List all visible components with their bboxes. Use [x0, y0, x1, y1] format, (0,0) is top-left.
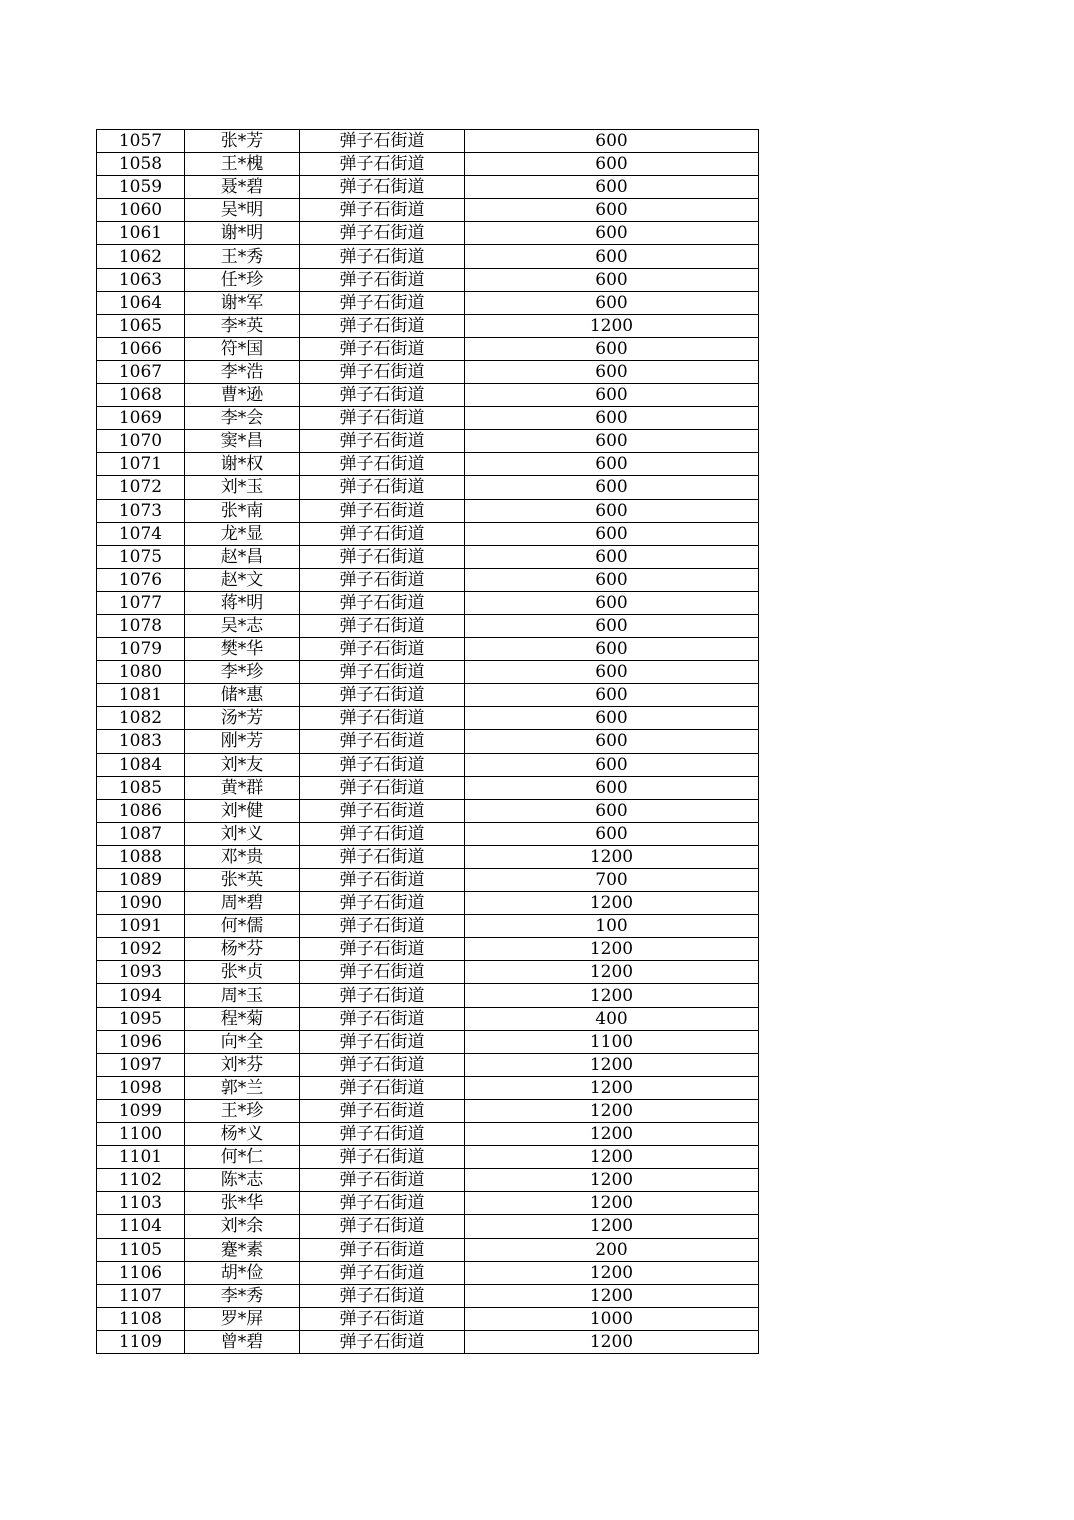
row-number-cell: 1102 [97, 1169, 185, 1192]
street-cell: 弹子石街道 [300, 984, 465, 1007]
row-number-cell: 1068 [97, 384, 185, 407]
row-number-cell: 1061 [97, 222, 185, 245]
amount-cell: 600 [465, 730, 759, 753]
amount-cell: 600 [465, 799, 759, 822]
amount-cell: 1200 [465, 1192, 759, 1215]
row-number-cell: 1092 [97, 938, 185, 961]
amount-cell: 1200 [465, 1261, 759, 1284]
amount-cell: 600 [465, 268, 759, 291]
street-cell: 弹子石街道 [300, 430, 465, 453]
table-row [97, 1261, 759, 1284]
table-row [97, 1123, 759, 1146]
street-cell: 弹子石街道 [300, 384, 465, 407]
name-cell: 张*英 [185, 869, 300, 892]
table-body [97, 130, 759, 1354]
data-table [96, 129, 759, 1354]
row-number-cell: 1082 [97, 707, 185, 730]
table-row [97, 1284, 759, 1307]
street-cell: 弹子石街道 [300, 753, 465, 776]
amount-cell: 1200 [465, 938, 759, 961]
name-cell: 张*芳 [185, 130, 300, 153]
table-row [97, 522, 759, 545]
street-cell: 弹子石街道 [300, 938, 465, 961]
table-row [97, 268, 759, 291]
name-cell: 郭*兰 [185, 1076, 300, 1099]
amount-cell: 600 [465, 707, 759, 730]
name-cell: 刘*友 [185, 753, 300, 776]
street-cell: 弹子石街道 [300, 130, 465, 153]
amount-cell: 1200 [465, 984, 759, 1007]
amount-cell: 400 [465, 1007, 759, 1030]
street-cell: 弹子石街道 [300, 1146, 465, 1169]
table-row [97, 1053, 759, 1076]
street-cell: 弹子石街道 [300, 591, 465, 614]
amount-cell: 1200 [465, 1076, 759, 1099]
amount-cell: 1200 [465, 892, 759, 915]
table-row [97, 1146, 759, 1169]
amount-cell: 600 [465, 199, 759, 222]
street-cell: 弹子石街道 [300, 499, 465, 522]
table-row [97, 961, 759, 984]
amount-cell: 1200 [465, 1169, 759, 1192]
amount-cell: 600 [465, 822, 759, 845]
amount-cell: 1200 [465, 1146, 759, 1169]
name-cell: 李*浩 [185, 360, 300, 383]
amount-cell: 1200 [465, 1284, 759, 1307]
name-cell: 周*碧 [185, 892, 300, 915]
table-row [97, 869, 759, 892]
table-row [97, 499, 759, 522]
row-number-cell: 1057 [97, 130, 185, 153]
name-cell: 任*珍 [185, 268, 300, 291]
row-number-cell: 1090 [97, 892, 185, 915]
row-number-cell: 1063 [97, 268, 185, 291]
row-number-cell: 1072 [97, 476, 185, 499]
table-row [97, 822, 759, 845]
street-cell: 弹子石街道 [300, 1261, 465, 1284]
street-cell: 弹子石街道 [300, 199, 465, 222]
table-row [97, 799, 759, 822]
table-row [97, 938, 759, 961]
row-number-cell: 1109 [97, 1330, 185, 1353]
amount-cell: 600 [465, 661, 759, 684]
amount-cell: 1200 [465, 314, 759, 337]
street-cell: 弹子石街道 [300, 476, 465, 499]
street-cell: 弹子石街道 [300, 1123, 465, 1146]
name-cell: 汤*芳 [185, 707, 300, 730]
amount-cell: 600 [465, 776, 759, 799]
amount-cell: 600 [465, 430, 759, 453]
name-cell: 邓*贵 [185, 845, 300, 868]
amount-cell: 1100 [465, 1030, 759, 1053]
name-cell: 赵*昌 [185, 545, 300, 568]
table-row [97, 1076, 759, 1099]
table-row [97, 545, 759, 568]
name-cell: 龙*显 [185, 522, 300, 545]
name-cell: 李*秀 [185, 1284, 300, 1307]
amount-cell: 600 [465, 499, 759, 522]
street-cell: 弹子石街道 [300, 638, 465, 661]
table-row [97, 1215, 759, 1238]
table-row [97, 199, 759, 222]
table-row [97, 915, 759, 938]
name-cell: 刘*芬 [185, 1053, 300, 1076]
row-number-cell: 1105 [97, 1238, 185, 1261]
name-cell: 黄*群 [185, 776, 300, 799]
street-cell: 弹子石街道 [300, 176, 465, 199]
street-cell: 弹子石街道 [300, 1238, 465, 1261]
amount-cell: 600 [465, 245, 759, 268]
row-number-cell: 1080 [97, 661, 185, 684]
row-number-cell: 1101 [97, 1146, 185, 1169]
amount-cell: 600 [465, 360, 759, 383]
row-number-cell: 1070 [97, 430, 185, 453]
table-row [97, 892, 759, 915]
table-row [97, 984, 759, 1007]
name-cell: 李*英 [185, 314, 300, 337]
street-cell: 弹子石街道 [300, 268, 465, 291]
street-cell: 弹子石街道 [300, 245, 465, 268]
row-number-cell: 1069 [97, 407, 185, 430]
street-cell: 弹子石街道 [300, 776, 465, 799]
row-number-cell: 1086 [97, 799, 185, 822]
street-cell: 弹子石街道 [300, 314, 465, 337]
amount-cell: 600 [465, 545, 759, 568]
table-row [97, 1238, 759, 1261]
table-row [97, 1030, 759, 1053]
name-cell: 樊*华 [185, 638, 300, 661]
name-cell: 窦*昌 [185, 430, 300, 453]
amount-cell: 600 [465, 384, 759, 407]
amount-cell: 600 [465, 638, 759, 661]
row-number-cell: 1059 [97, 176, 185, 199]
table-row [97, 753, 759, 776]
table-row [97, 430, 759, 453]
row-number-cell: 1107 [97, 1284, 185, 1307]
row-number-cell: 1087 [97, 822, 185, 845]
table-row [97, 638, 759, 661]
amount-cell: 600 [465, 684, 759, 707]
street-cell: 弹子石街道 [300, 360, 465, 383]
table-row [97, 1099, 759, 1122]
name-cell: 李*珍 [185, 661, 300, 684]
row-number-cell: 1083 [97, 730, 185, 753]
name-cell: 程*菊 [185, 1007, 300, 1030]
name-cell: 刘*健 [185, 799, 300, 822]
table-row [97, 1007, 759, 1030]
street-cell: 弹子石街道 [300, 1053, 465, 1076]
table-row [97, 476, 759, 499]
name-cell: 陈*志 [185, 1169, 300, 1192]
table-row [97, 845, 759, 868]
name-cell: 王*珍 [185, 1099, 300, 1122]
row-number-cell: 1071 [97, 453, 185, 476]
row-number-cell: 1076 [97, 568, 185, 591]
row-number-cell: 1106 [97, 1261, 185, 1284]
table-row [97, 153, 759, 176]
street-cell: 弹子石街道 [300, 568, 465, 591]
street-cell: 弹子石街道 [300, 522, 465, 545]
amount-cell: 1200 [465, 1330, 759, 1353]
amount-cell: 1200 [465, 1123, 759, 1146]
amount-cell: 600 [465, 222, 759, 245]
name-cell: 张*南 [185, 499, 300, 522]
street-cell: 弹子石街道 [300, 1284, 465, 1307]
name-cell: 赵*文 [185, 568, 300, 591]
street-cell: 弹子石街道 [300, 1215, 465, 1238]
row-number-cell: 1084 [97, 753, 185, 776]
name-cell: 何*仁 [185, 1146, 300, 1169]
amount-cell: 600 [465, 568, 759, 591]
row-number-cell: 1058 [97, 153, 185, 176]
row-number-cell: 1099 [97, 1099, 185, 1122]
name-cell: 谢*权 [185, 453, 300, 476]
amount-cell: 600 [465, 176, 759, 199]
street-cell: 弹子石街道 [300, 1192, 465, 1215]
street-cell: 弹子石街道 [300, 892, 465, 915]
name-cell: 周*玉 [185, 984, 300, 1007]
amount-cell: 600 [465, 407, 759, 430]
name-cell: 刘*义 [185, 822, 300, 845]
street-cell: 弹子石街道 [300, 845, 465, 868]
street-cell: 弹子石街道 [300, 915, 465, 938]
table-row [97, 1169, 759, 1192]
row-number-cell: 1104 [97, 1215, 185, 1238]
table-row [97, 707, 759, 730]
street-cell: 弹子石街道 [300, 614, 465, 637]
table-row [97, 407, 759, 430]
amount-cell: 1200 [465, 845, 759, 868]
row-number-cell: 1078 [97, 614, 185, 637]
table-row [97, 337, 759, 360]
name-cell: 谢*军 [185, 291, 300, 314]
street-cell: 弹子石街道 [300, 684, 465, 707]
row-number-cell: 1108 [97, 1307, 185, 1330]
name-cell: 储*惠 [185, 684, 300, 707]
name-cell: 胡*俭 [185, 1261, 300, 1284]
name-cell: 向*全 [185, 1030, 300, 1053]
street-cell: 弹子石街道 [300, 1007, 465, 1030]
amount-cell: 100 [465, 915, 759, 938]
amount-cell: 600 [465, 291, 759, 314]
name-cell: 何*儒 [185, 915, 300, 938]
row-number-cell: 1062 [97, 245, 185, 268]
table-row [97, 176, 759, 199]
name-cell: 曹*逊 [185, 384, 300, 407]
amount-cell: 600 [465, 337, 759, 360]
name-cell: 刘*余 [185, 1215, 300, 1238]
row-number-cell: 1060 [97, 199, 185, 222]
row-number-cell: 1081 [97, 684, 185, 707]
amount-cell: 600 [465, 130, 759, 153]
street-cell: 弹子石街道 [300, 337, 465, 360]
row-number-cell: 1077 [97, 591, 185, 614]
name-cell: 吴*明 [185, 199, 300, 222]
table-row [97, 776, 759, 799]
row-number-cell: 1085 [97, 776, 185, 799]
row-number-cell: 1097 [97, 1053, 185, 1076]
street-cell: 弹子石街道 [300, 291, 465, 314]
amount-cell: 600 [465, 614, 759, 637]
amount-cell: 1000 [465, 1307, 759, 1330]
row-number-cell: 1094 [97, 984, 185, 1007]
table-row [97, 568, 759, 591]
name-cell: 杨*义 [185, 1123, 300, 1146]
street-cell: 弹子石街道 [300, 407, 465, 430]
row-number-cell: 1100 [97, 1123, 185, 1146]
table-row [97, 453, 759, 476]
name-cell: 曾*碧 [185, 1330, 300, 1353]
table-row [97, 684, 759, 707]
row-number-cell: 1064 [97, 291, 185, 314]
table-row [97, 614, 759, 637]
name-cell: 聂*碧 [185, 176, 300, 199]
street-cell: 弹子石街道 [300, 1330, 465, 1353]
street-cell: 弹子石街道 [300, 869, 465, 892]
street-cell: 弹子石街道 [300, 707, 465, 730]
street-cell: 弹子石街道 [300, 545, 465, 568]
amount-cell: 600 [465, 753, 759, 776]
name-cell: 蹇*素 [185, 1238, 300, 1261]
row-number-cell: 1067 [97, 360, 185, 383]
table-row [97, 1307, 759, 1330]
table-row [97, 222, 759, 245]
row-number-cell: 1091 [97, 915, 185, 938]
table-row [97, 730, 759, 753]
table-row [97, 360, 759, 383]
row-number-cell: 1095 [97, 1007, 185, 1030]
street-cell: 弹子石街道 [300, 1307, 465, 1330]
amount-cell: 600 [465, 453, 759, 476]
street-cell: 弹子石街道 [300, 730, 465, 753]
name-cell: 王*秀 [185, 245, 300, 268]
table-row [97, 591, 759, 614]
amount-cell: 1200 [465, 1099, 759, 1122]
table-row [97, 384, 759, 407]
street-cell: 弹子石街道 [300, 453, 465, 476]
row-number-cell: 1096 [97, 1030, 185, 1053]
name-cell: 王*槐 [185, 153, 300, 176]
amount-cell: 200 [465, 1238, 759, 1261]
amount-cell: 1200 [465, 1053, 759, 1076]
street-cell: 弹子石街道 [300, 1169, 465, 1192]
table-row [97, 130, 759, 153]
street-cell: 弹子石街道 [300, 1076, 465, 1099]
row-number-cell: 1073 [97, 499, 185, 522]
row-number-cell: 1075 [97, 545, 185, 568]
table-row [97, 661, 759, 684]
amount-cell: 600 [465, 153, 759, 176]
row-number-cell: 1088 [97, 845, 185, 868]
street-cell: 弹子石街道 [300, 1099, 465, 1122]
table-row [97, 291, 759, 314]
amount-cell: 700 [465, 869, 759, 892]
table-row [97, 1330, 759, 1353]
name-cell: 罗*屏 [185, 1307, 300, 1330]
table-row [97, 314, 759, 337]
row-number-cell: 1074 [97, 522, 185, 545]
amount-cell: 1200 [465, 961, 759, 984]
street-cell: 弹子石街道 [300, 822, 465, 845]
amount-cell: 600 [465, 522, 759, 545]
name-cell: 符*国 [185, 337, 300, 360]
name-cell: 杨*芬 [185, 938, 300, 961]
amount-cell: 1200 [465, 1215, 759, 1238]
street-cell: 弹子石街道 [300, 961, 465, 984]
name-cell: 蒋*明 [185, 591, 300, 614]
table-row [97, 245, 759, 268]
row-number-cell: 1089 [97, 869, 185, 892]
row-number-cell: 1098 [97, 1076, 185, 1099]
row-number-cell: 1079 [97, 638, 185, 661]
name-cell: 刘*玉 [185, 476, 300, 499]
amount-cell: 600 [465, 476, 759, 499]
street-cell: 弹子石街道 [300, 799, 465, 822]
row-number-cell: 1066 [97, 337, 185, 360]
name-cell: 吴*志 [185, 614, 300, 637]
street-cell: 弹子石街道 [300, 1030, 465, 1053]
row-number-cell: 1065 [97, 314, 185, 337]
street-cell: 弹子石街道 [300, 222, 465, 245]
table-row [97, 1192, 759, 1215]
name-cell: 张*贞 [185, 961, 300, 984]
amount-cell: 600 [465, 591, 759, 614]
street-cell: 弹子石街道 [300, 661, 465, 684]
name-cell: 谢*明 [185, 222, 300, 245]
row-number-cell: 1093 [97, 961, 185, 984]
street-cell: 弹子石街道 [300, 153, 465, 176]
row-number-cell: 1103 [97, 1192, 185, 1215]
name-cell: 张*华 [185, 1192, 300, 1215]
name-cell: 李*会 [185, 407, 300, 430]
name-cell: 刚*芳 [185, 730, 300, 753]
